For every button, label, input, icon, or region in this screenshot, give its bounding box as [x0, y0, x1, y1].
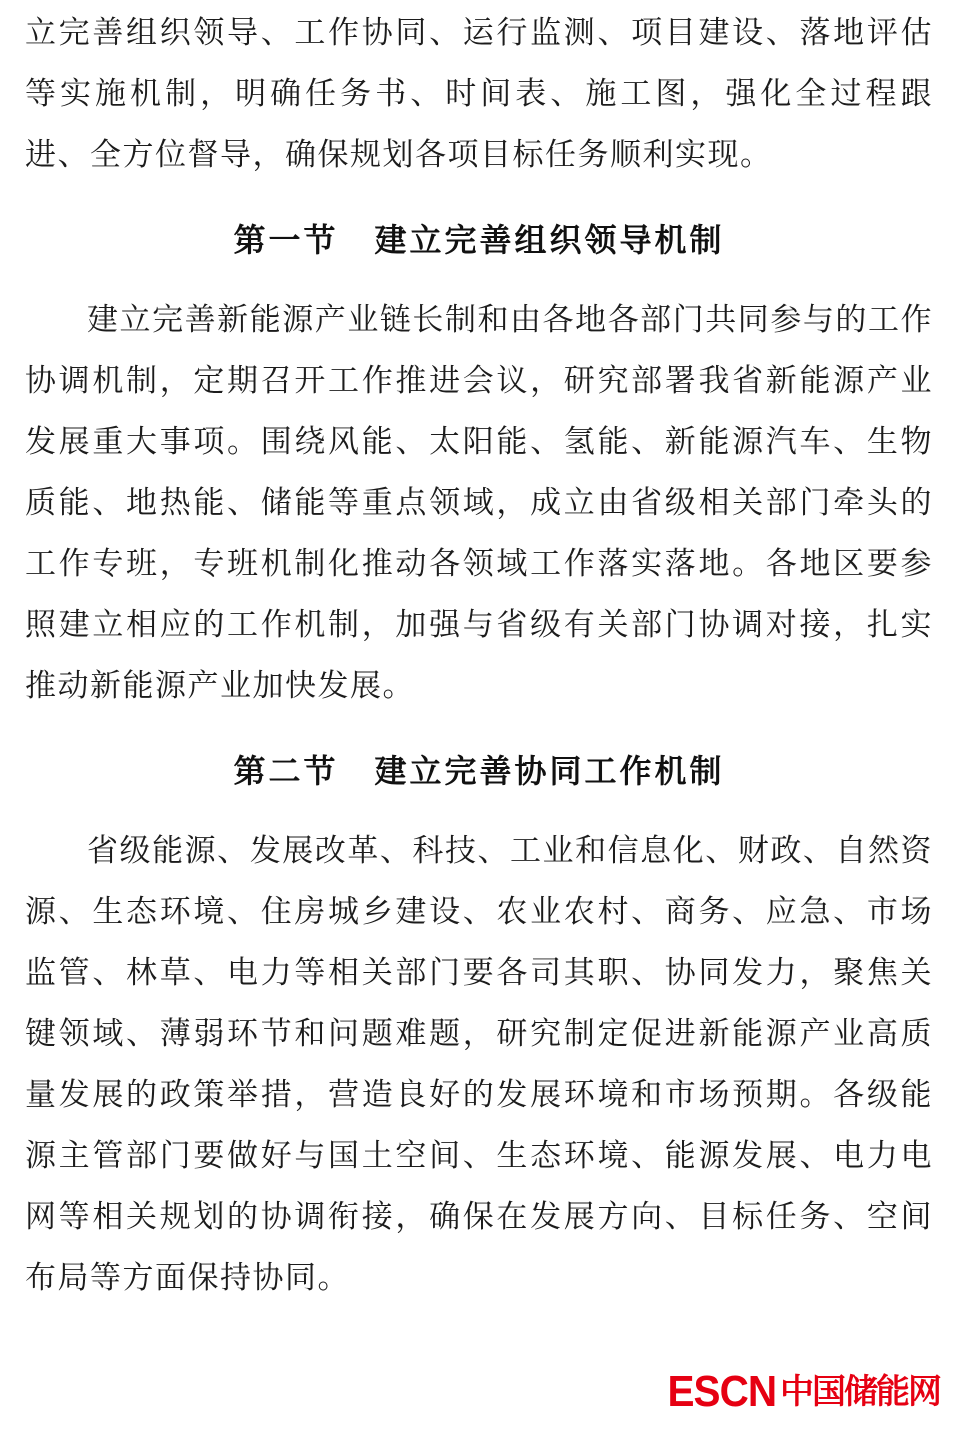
escn-logo-chinese-text: 中国储能网 [780, 1373, 940, 1411]
document-content [25, 2, 933, 1308]
paragraph-continuation: 立完善组织领导、工作协同、运行监测、项目建设、落地评估等实施机制，明确任务书、时间表、施工图，强化全过程跟进、全方位督导，确保规划各项目标任务顺利实现。 [25, 15, 933, 172]
section-1-heading [25, 219, 933, 261]
section-2-title: 建立完善协同工作机制 [374, 753, 725, 789]
paragraph-section-1: 建立完善新能源产业链长制和由各地各部门共同参与的工作协调机制，定期召开工作推进会议，研究部署我省新能源产业发展重大事项。围绕风能、太阳能、氢能、新能源汽车、生物质能、地热能、储能等重点领域，成立由省级相关部门牵头的工作专班，专班机制化推动各领域工作落实落地。各地区要参照建立相应的工作机制，加强与省级有关部门协调对接，扎实推动新能源产业加快发展。 [25, 302, 933, 703]
escn-watermark-logo [658, 1367, 940, 1416]
section-2-number: 第二节 [233, 753, 339, 789]
escn-logo-latin-text: ESCN [667, 1367, 776, 1416]
paragraph-section-2: 省级能源、发展改革、科技、工业和信息化、财政、自然资源、生态环境、住房城乡建设、农业农村、商务、应急、市场监管、林草、电力等相关部门要各司其职、协同发力，聚焦关键领域、薄弱环节和问题难题，研究制定促进新能源产业高质量发展的政策举措，营造良好的发展环境和市场预期。各级能源主管部门要做好与国土空间、生态环境、能源发展、电力电网等相关规划的协调衔接，确保在发展方向、目标任务、空间布局等方面保持协同。 [25, 833, 933, 1295]
section-2-heading [25, 750, 933, 792]
section-1-title: 建立完善组织领导机制 [374, 222, 725, 258]
section-1-number: 第一节 [233, 222, 339, 258]
